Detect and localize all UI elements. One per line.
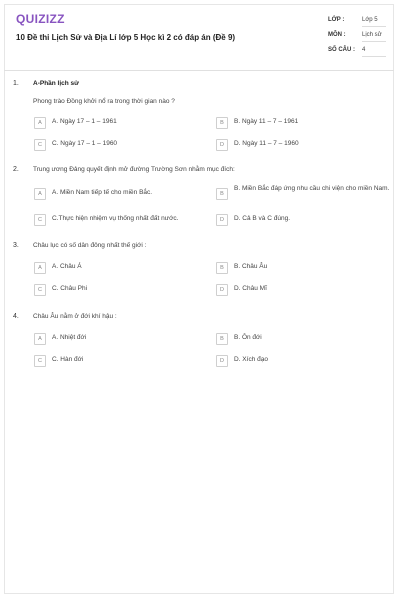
question-number: 3. [13,242,19,249]
meta-row-grade [326,14,386,29]
option-text: D. Xích đạo [234,356,268,363]
option-text: D. Cả B và C đúng. [234,215,290,222]
option-letter-box: C [34,284,46,296]
meta-label-subject: MÔN : [328,32,346,38]
option-letter-box: A [34,117,46,129]
meta-value-subject: Lịch sử [362,29,386,42]
option-letter-box: A [34,262,46,274]
meta-value-count: 4 [362,44,386,57]
option-letter-box: B [216,333,228,345]
option-text: C.Thực hiện nhiệm vụ thống nhất đất nước. [52,215,179,222]
question-text: Châu lục có số dân đông nhất thế giới : [33,242,147,249]
question-number: 4. [13,313,19,320]
worksheet-page [4,4,394,594]
question-number: 2. [13,166,19,173]
option-letter-box: D [216,139,228,151]
option-text: B. Châu Âu [234,263,268,270]
option-letter-box: B [216,188,228,200]
option-text: B. Ôn đới [234,334,262,341]
worksheet-title: 10 Đề thi Lịch Sử và Địa Lí lớp 5 Học kì 2 có đáp án (Đề 9) [16,33,236,42]
meta-row-subject [326,29,386,44]
meta-value-grade: Lớp 5 [362,14,386,27]
option-letter-box: D [216,355,228,367]
option-letter-box: B [216,262,228,274]
question-text: Trung ương Đảng quyết định mở đường Trường Sơn nhằm mục đích: [33,166,235,173]
option-text: A. Miền Nam tiếp tế cho miền Bắc. [52,189,153,196]
question-text: Phong trào Đồng khởi nổ ra trong thời gian nào ? [33,98,175,105]
option-letter-box: C [34,214,46,226]
option-text: D. Châu Mĩ [234,285,267,292]
question-heading: A-Phần lịch sử [33,80,79,87]
worksheet-meta [326,14,386,59]
option-letter-box: B [216,117,228,129]
option-text: A. Ngày 17 – 1 – 1961 [52,118,117,125]
question-number: 1. [13,80,19,87]
option-text: C. Hàn đới [52,356,84,363]
option-text: B. Miền Bắc đáp ứng nhu cầu chi viện cho miền Nam. [234,185,390,192]
meta-label-grade: LỚP : [328,17,345,23]
meta-label-count: SỐ CÂU : [328,47,355,53]
question-text: Châu Âu nằm ở đới khí hậu : [33,313,117,320]
option-text: A. Nhiệt đới [52,334,87,341]
option-letter-box: C [34,139,46,151]
option-text: A. Châu Á [52,263,82,270]
option-text: C. Châu Phi [52,285,88,292]
option-letter-box: A [34,188,46,200]
header-divider [4,70,394,71]
option-text: B. Ngày 11 – 7 – 1961 [234,118,299,125]
meta-row-count [326,44,386,59]
option-text: C. Ngày 17 – 1 – 1960 [52,140,118,147]
option-letter-box: D [216,214,228,226]
option-text: D. Ngày 11 – 7 – 1960 [234,140,299,147]
option-letter-box: D [216,284,228,296]
option-letter-box: A [34,333,46,345]
quizizz-logo: QUIZIZZ [16,12,65,26]
option-letter-box: C [34,355,46,367]
